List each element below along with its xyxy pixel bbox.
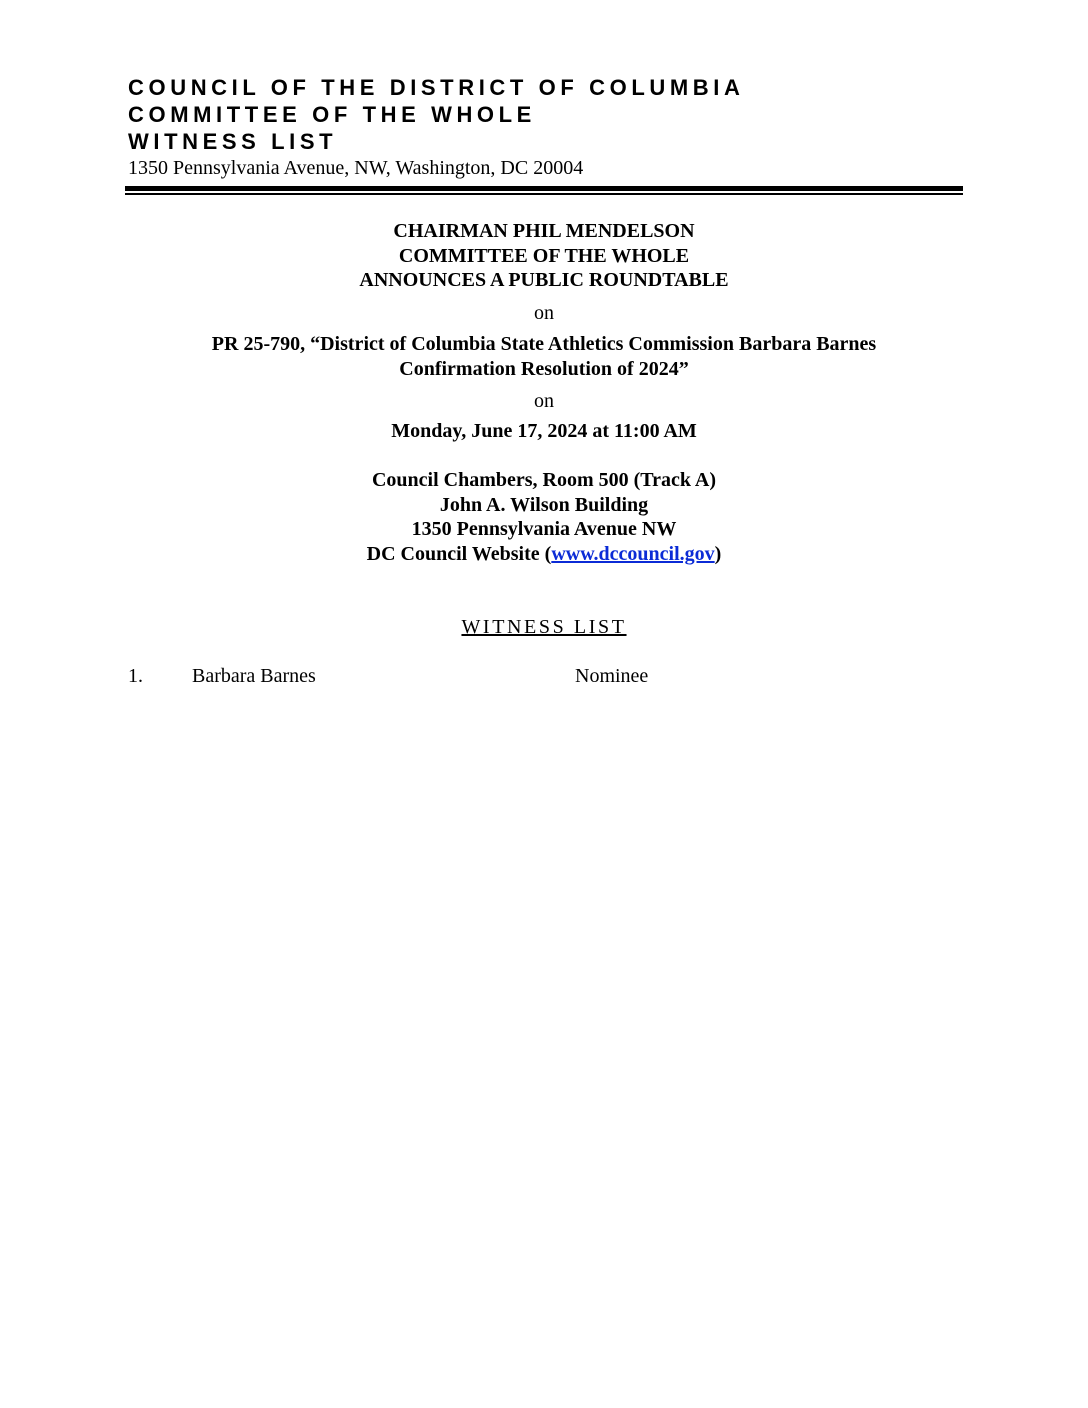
hearing-datetime: Monday, June 17, 2024 at 11:00 AM: [391, 420, 697, 442]
location-building: John A. Wilson Building: [439, 493, 649, 516]
witness-role: Nominee: [575, 665, 649, 687]
committee-line: COMMITTEE OF THE WHOLE: [398, 244, 690, 267]
letterhead-rule-thick: [125, 186, 963, 191]
letterhead: [128, 74, 964, 180]
letterhead-council-name: COUNCIL OF THE DISTRICT OF COLUMBIA: [128, 75, 745, 100]
witness-list-heading: WITNESS LIST: [461, 616, 627, 638]
witness-name: Barbara Barnes: [192, 665, 316, 687]
letterhead-address: 1350 Pennsylvania Avenue, NW, Washington, DC 20004: [128, 157, 584, 179]
location-room: Council Chambers, Room 500 (Track A): [371, 469, 717, 491]
table-row: [0, 664, 1088, 690]
on-connector-2: on: [534, 390, 554, 412]
letterhead-document-type: WITNESS LIST: [128, 129, 338, 154]
witness-list-heading-wrap: [0, 615, 1088, 639]
announcement-header: [0, 219, 1088, 293]
website-suffix: ): [714, 542, 722, 565]
measure-title-line-1: PR 25-790, “District of Columbia State Athletics Commission Barbara Barnes: [211, 333, 877, 355]
letterhead-committee-name: COMMITTEE OF THE WHOLE: [128, 102, 536, 127]
letterhead-rule-thin: [125, 193, 963, 195]
witness-number: 1.: [128, 665, 143, 687]
measure-title-line-2: Confirmation Resolution of 2024”: [399, 357, 689, 380]
roundtable-announcement-line: ANNOUNCES A PUBLIC ROUNDTABLE: [359, 269, 729, 291]
council-website-link[interactable]: www.dccouncil.gov: [551, 542, 715, 565]
measure-title: [0, 332, 1088, 381]
on-connector-1: on: [534, 302, 554, 324]
website-prefix: DC Council Website (: [366, 542, 552, 565]
hearing-location: [0, 468, 1088, 566]
location-street: 1350 Pennsylvania Avenue NW: [411, 518, 677, 540]
location-website-line: [0, 542, 1088, 567]
chairman-line: CHAIRMAN PHIL MENDELSON: [393, 220, 695, 242]
